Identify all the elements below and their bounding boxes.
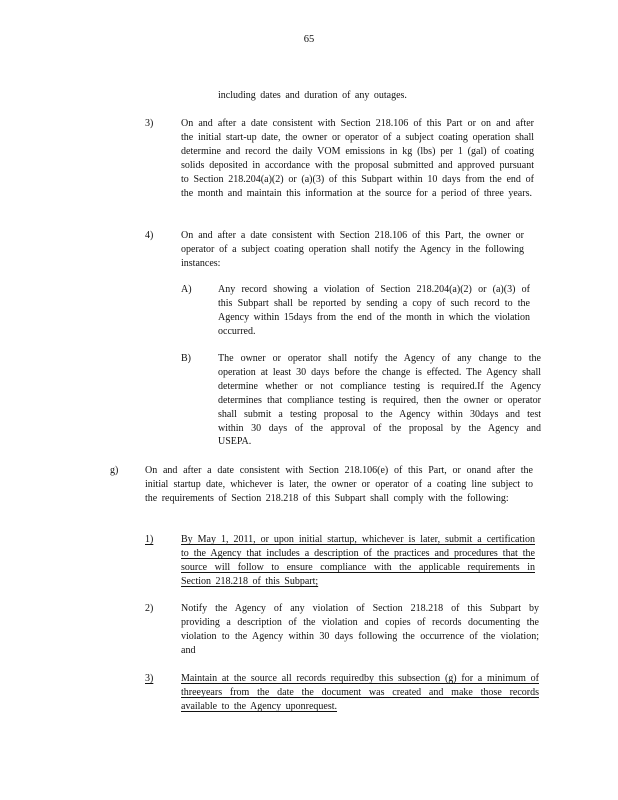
item-4-text: On and after a date consistent with Section 218.106 of this Part, the owner or operator of a subject coating operation shall notify the Agency in the following instances:	[181, 230, 524, 269]
section-g-text: On and after a date consistent with Section 218.106(e) of this Part, or onand after the initial startup date, whichever is later, the owner or operator of a coating line subject to the requirements of Section 218.218 of this Subpart shall comply with the following:	[145, 465, 533, 504]
g-item-2-text: Notify the Agency of any violation of Section 218.218 of this Subpart by providing a description of the violation and copies of records documenting the violation to the Agency within 30 days following the occurrence of the violation; and	[181, 603, 539, 656]
item-3-label: 3)	[145, 118, 154, 129]
g-item-1-label: 1)	[145, 534, 154, 545]
sub-b-label: B)	[181, 353, 191, 364]
item-4-label: 4)	[145, 230, 154, 241]
item-3-text: On and after a date consistent with Section 218.106 of this Part or on and after the initial start-up date, the owner or operator of a subject coating operation shall determine and record the daily VOM emissions in kg (lbs) per 1 (gal) of coating solids deposited in accordance with the proposal submitted and approved pursuant to Section 218.204(a)(2) or (a)(3) of this Subpart within 10 days from the end of the month and maintain this information at the source for a period of three years.	[181, 118, 534, 199]
page-number: 65	[303, 34, 315, 45]
section-g-label: g)	[110, 465, 119, 476]
sub-a-text: Any record showing a violation of Section 218.204(a)(2) or (a)(3) of this Subpart shall be reported by sending a copy of such record to the Agency within 15days from the end of the month in which the violation occurred.	[218, 284, 530, 337]
g-item-2-label: 2)	[145, 603, 154, 614]
continuation-line: including dates and duration of any outages.	[218, 90, 407, 101]
sub-b-text: The owner or operator shall notify the Agency of any change to the operation at least 30 days before the change is effected. The Agency shall determine whether or not compliance testing is required.If the Agency determines that compliance testing is required, then the owner or operator shall submit a testing proposal to the Agency within 30days and test within 30 days of the approval of the proposal by the Agency and USEPA.	[218, 353, 541, 448]
g-item-3-label: 3)	[145, 673, 154, 684]
g-item-1-text: By May 1, 2011, or upon initial startup, whichever is later, submit a certification to the Agency that includes a description of the practices and procedures that the source will follow to ensure compliance with the applicable requirements in Section 218.218 of this Subpart;	[181, 534, 535, 587]
g-item-3-text: Maintain at the source all records requiredby this subsection (g) for a minimum of threeyears from the date the document was created and make those records available to the Agency uponrequest.	[181, 673, 539, 712]
sub-a-label: A)	[181, 284, 192, 295]
